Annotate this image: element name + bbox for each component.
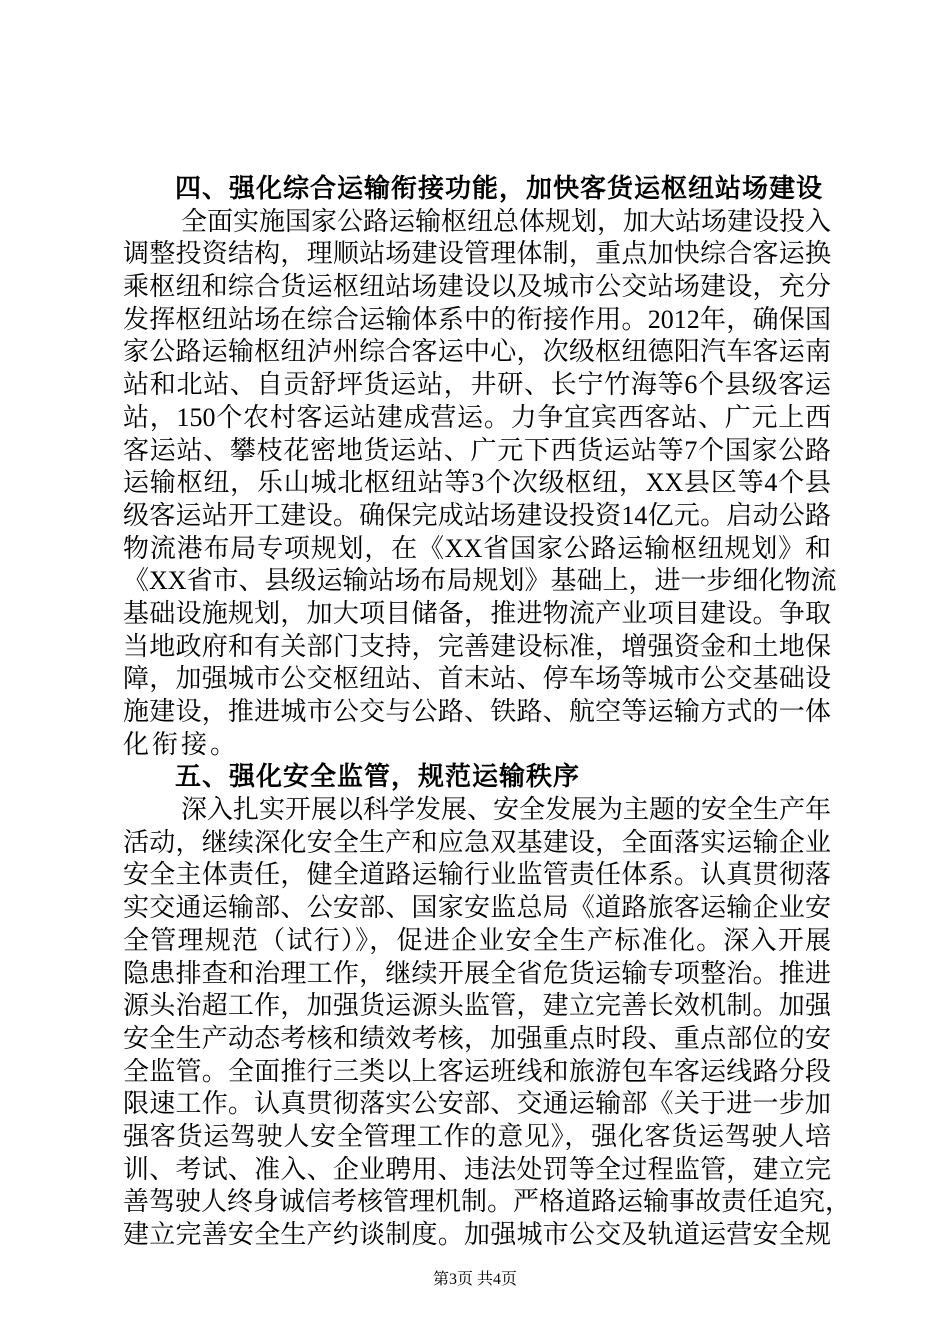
- section-heading: 四、强化综合运输衔接功能，加快客货运枢纽站场建设: [175, 174, 824, 203]
- text-line: 深入扎实开展以科学发展、安全发展为主题的安全生产年: [181, 795, 832, 825]
- text-line: 限速工作。认真贯彻落实公安部、交通运输部《关于进一步加: [123, 1089, 831, 1119]
- text-line: 施建设，推进城市公交与公路、铁路、航空等运输方式的一体: [123, 697, 831, 726]
- text-line: 发挥枢纽站场在综合运输体系中的衔接作用。2012年，确保国: [123, 304, 831, 334]
- text-line: 客运站、攀枝花密地货运站、广元下西货运站等7个国家公路: [123, 435, 831, 465]
- text-line: 基础设施规划，加大项目储备，推进物流产业项目建设。争取: [123, 598, 831, 628]
- section-5-paragraph: [123, 794, 852, 1252]
- text-line: 源头治超工作，加强货运源头监管，建立完善长效机制。加强: [123, 991, 831, 1021]
- text-line: 建立完善安全生产约谈制度。加强城市公交及轨道运营安全规: [123, 1220, 831, 1249]
- text-line: 《XX省市、县级运输站场布局规划》基础上，进一步细化物流: [123, 566, 837, 596]
- text-line: 乘枢纽和综合货运枢纽站场建设以及城市公交站场建设，充分: [123, 272, 831, 302]
- text-line: 强客货运驾驶人安全管理工作的意见》，强化客货运驾驶人培: [123, 1121, 831, 1151]
- text-line: 家公路运输枢纽泸州综合客运中心，次级枢纽德阳汽车客运南: [123, 337, 831, 367]
- page-footer: 第3页 共4页: [432, 1271, 517, 1288]
- text-line: 站，150个农村客运站建成营运。力争宜宾西客站、广元上西: [123, 402, 831, 432]
- text-line: 调整投资结构，理顺站场建设管理体制，重点加快综合客运换: [123, 239, 831, 269]
- document-body: [123, 173, 852, 1252]
- text-line: 化衔接。: [123, 729, 240, 759]
- text-line: 活动，继续深化安全生产和应急双基建设，全面落实运输企业: [123, 827, 831, 857]
- text-line: 安全主体责任，健全道路运输行业监管责任体系。认真贯彻落: [123, 860, 831, 890]
- section-heading: 五、强化安全监管，规范运输秩序: [175, 762, 581, 792]
- text-line: 训、考试、准入、企业聘用、违法处罚等全过程监管，建立完: [123, 1154, 831, 1184]
- text-line: 隐患排查和治理工作，继续开展全省危货运输专项整治。推进: [123, 958, 831, 988]
- text-line: 安全生产动态考核和绩效考核，加强重点时段、重点部位的安: [123, 1023, 831, 1053]
- text-line: 级客运站开工建设。确保完成站场建设投资14亿元。启动公路: [123, 500, 831, 530]
- text-line: 全面实施国家公路运输枢纽总体规划，加大站场建设投入: [181, 206, 832, 236]
- text-line: 全监管。全面推行三类以上客运班线和旅游包车客运线路分段: [123, 1056, 831, 1086]
- text-line: 物流港布局专项规划，在《XX省国家公路运输枢纽规划》和: [123, 533, 831, 563]
- text-line: 实交通运输部、公安部、国家安监总局《道路旅客运输企业安: [123, 893, 831, 923]
- text-line: 站和北站、自贡舒坪货运站，井研、长宁竹海等6个县级客运: [123, 370, 831, 400]
- text-line: 当地政府和有关部门支持，完善建设标准，增强资金和土地保: [123, 631, 831, 661]
- text-line: 障，加强城市公交枢纽站、首末站、停车场等城市公交基础设: [123, 664, 831, 694]
- text-line: 运输枢纽，乐山城北枢纽站等3个次级枢纽，XX县区等4个县: [123, 468, 831, 498]
- section-4-paragraph: [123, 206, 837, 762]
- text-line: 善驾驶人终身诚信考核管理机制。严格道路运输事故责任追究，: [123, 1187, 852, 1217]
- text-line: 全管理规范（试行）》，促进企业安全生产标准化。深入开展: [123, 925, 831, 955]
